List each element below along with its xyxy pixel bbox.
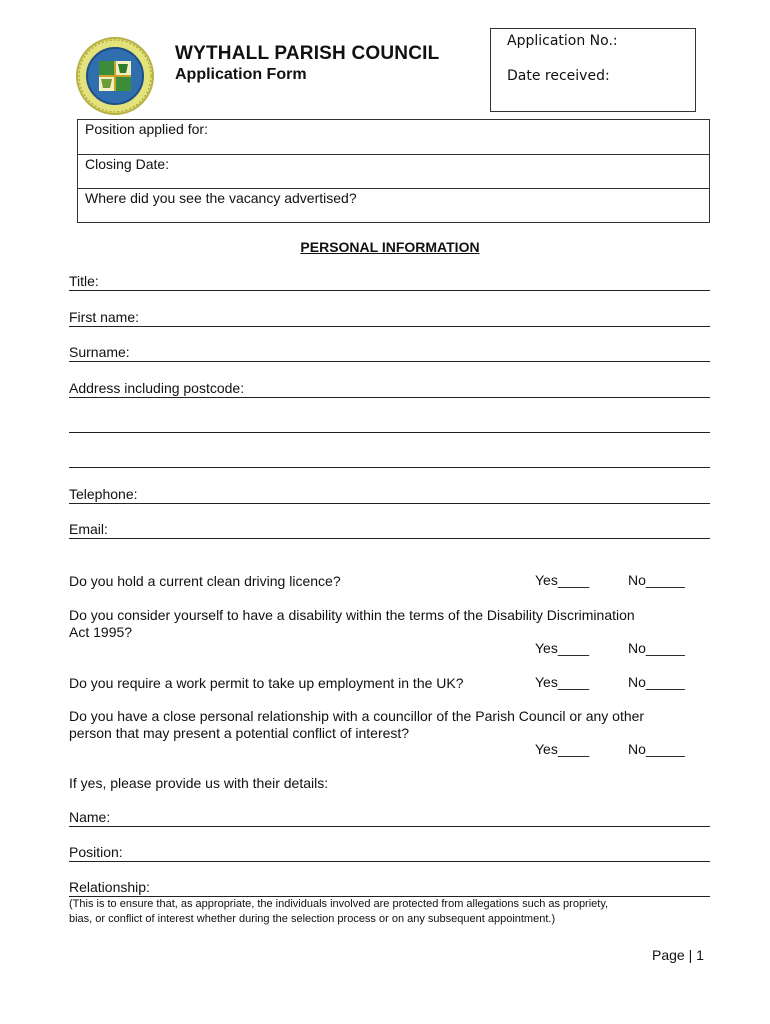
relationship-question-line-1: Do you have a close personal relationship with a councillor of the Parish Council or any other <box>69 708 645 724</box>
telephone-label: Telephone: <box>69 486 138 502</box>
address-line-3[interactable] <box>69 449 710 468</box>
application-no-label: Application No.: <box>507 33 618 49</box>
date-received-label: Date received: <box>507 68 610 84</box>
vacancy-advertised-label: Where did you see the vacancy advertised? <box>85 190 357 206</box>
disability-question-line-1: Do you consider yourself to have a disability within the terms of the Disability Discrimination <box>69 607 635 623</box>
relation-name-field[interactable] <box>69 808 710 827</box>
work-permit-question: Do you require a work permit to take up employment in the UK? <box>69 675 464 691</box>
personal-information-heading: PERSONAL INFORMATION <box>300 239 480 255</box>
disability-no-option[interactable]: No_____ <box>628 640 685 656</box>
closing-date-label: Closing Date: <box>85 156 170 172</box>
conflict-note-line-2: bias, or conflict of interest whether during the selection process or on any subsequent appointment.) <box>69 913 556 925</box>
driving-licence-question: Do you hold a current clean driving licence? <box>69 573 341 589</box>
closing-date-field[interactable] <box>78 154 709 188</box>
telephone-field[interactable] <box>69 485 710 504</box>
office-use-box <box>490 28 696 112</box>
position-table <box>77 119 710 223</box>
email-field[interactable] <box>69 520 710 539</box>
page-number: Page | 1 <box>652 947 704 963</box>
council-name: WYTHALL PARISH COUNCIL <box>175 43 440 64</box>
relation-name-label: Name: <box>69 809 111 825</box>
title-field[interactable] <box>69 272 710 291</box>
first-name-label: First name: <box>69 309 140 325</box>
relation-relationship-field[interactable] <box>69 878 710 897</box>
email-label: Email: <box>69 521 108 537</box>
title-label: Title: <box>69 273 99 289</box>
driving-yes-option[interactable]: Yes____ <box>535 572 589 588</box>
address-line-2[interactable] <box>69 414 710 433</box>
vacancy-advertised-field[interactable] <box>78 188 709 222</box>
conflict-note-line-1: (This is to ensure that, as appropriate, the individuals involved are protected from allegations such as propriety, <box>69 898 609 910</box>
relation-position-label: Position: <box>69 844 123 860</box>
work-permit-no-option[interactable]: No_____ <box>628 674 685 690</box>
parish-crest-icon <box>70 36 160 116</box>
address-label: Address including postcode: <box>69 380 245 396</box>
position-applied-field[interactable] <box>78 120 709 154</box>
relationship-no-option[interactable]: No_____ <box>628 741 685 757</box>
relationship-yes-option[interactable]: Yes____ <box>535 741 589 757</box>
surname-label: Surname: <box>69 344 130 360</box>
form-title: Application Form <box>175 66 307 83</box>
relation-relationship-label: Relationship: <box>69 879 150 895</box>
relationship-question-line-2: person that may present a potential conflict of interest? <box>69 725 410 741</box>
address-field[interactable] <box>69 379 710 398</box>
position-applied-label: Position applied for: <box>85 121 208 137</box>
work-permit-yes-option[interactable]: Yes____ <box>535 674 589 690</box>
relation-position-field[interactable] <box>69 843 710 862</box>
surname-field[interactable] <box>69 343 710 362</box>
disability-question-line-2: Act 1995? <box>69 624 133 640</box>
first-name-field[interactable] <box>69 308 710 327</box>
disability-yes-option[interactable]: Yes____ <box>535 640 589 656</box>
driving-no-option[interactable]: No_____ <box>628 572 685 588</box>
if-yes-instruction: If yes, please provide us with their details: <box>69 775 329 791</box>
